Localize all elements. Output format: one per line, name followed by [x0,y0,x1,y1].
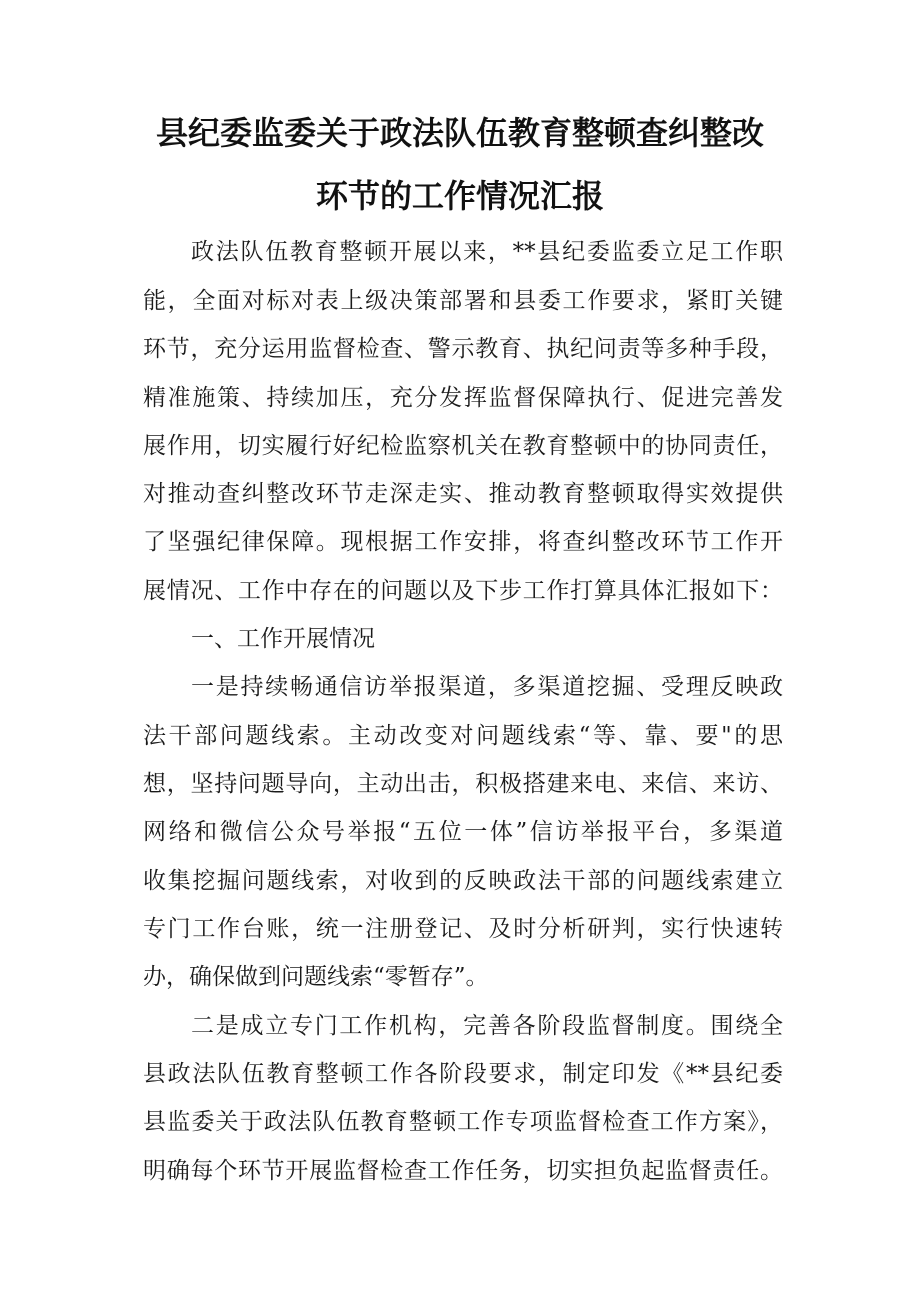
document-title-line-1: 县纪委监委关于政法队伍教育整顿查纠整改 [155,114,764,152]
paragraph-3-line-4: 明确每个环节开展监督检查工作任务，切实担负起监督责任。 [143,1158,783,1184]
paragraph-1-line-5: 展作用，切实履行好纪检监察机关在教育整顿中的协同责任， [143,433,783,459]
paragraph-2-line-1: 一是持续畅通信访举报渠道，多渠道挖掘、受理反映政 [191,674,783,700]
paragraph-2-line-6: 专门工作台账，统一注册登记、及时分析研判，实行快速转 [143,916,783,942]
paragraph-3-line-1: 二是成立专门工作机构，完善各阶段监督制度。围绕全 [191,1013,783,1039]
paragraph-1-line-8: 展情况、工作中存在的问题以及下步工作打算具体汇报如下： [143,578,783,604]
paragraph-1-line-1: 政法队伍教育整顿开展以来，**县纪委监委立足工作职 [191,239,783,265]
paragraph-1-line-4: 精准施策、持续加压，充分发挥监督保障执行、促进完善发 [143,385,783,411]
paragraph-2-line-7: 办，确保做到问题线索“零暂存”。 [143,964,489,990]
paragraph-1-line-6: 对推动查纠整改环节走深走实、推动教育整顿取得实效提供 [143,481,783,507]
paragraph-2-line-2: 法干部问题线索。主动改变对问题线索“等、靠、要"的思 [143,723,783,749]
document-title-line-2: 环节的工作情况汇报 [315,177,604,215]
paragraph-1-line-7: 了坚强纪律保障。现根据工作安排，将查纠整改环节工作开 [143,529,783,555]
paragraph-2-line-3: 想，坚持问题导向，主动出击，积极搭建来电、来信、来访、 [143,771,783,797]
paragraph-2-line-4: 网络和微信公众号举报“五位一体”信访举报平台，多渠道 [143,819,783,845]
section-heading-1: 一、工作开展情况 [191,626,375,652]
paragraph-3-line-3: 县监委关于政法队伍教育整顿工作专项监督检查工作方案》， [143,1109,783,1135]
paragraph-1-line-3: 环节，充分运用监督检查、警示教育、执纪问责等多种手段， [143,336,783,362]
paragraph-1-line-2: 能，全面对标对表上级决策部署和县委工作要求，紧盯关键 [143,288,783,314]
paragraph-2-line-5: 收集挖掘问题线索，对收到的反映政法干部的问题线索建立 [143,868,783,894]
paragraph-3-line-2: 县政法队伍教育整顿工作各阶段要求，制定印发《**县纪委 [143,1061,783,1087]
